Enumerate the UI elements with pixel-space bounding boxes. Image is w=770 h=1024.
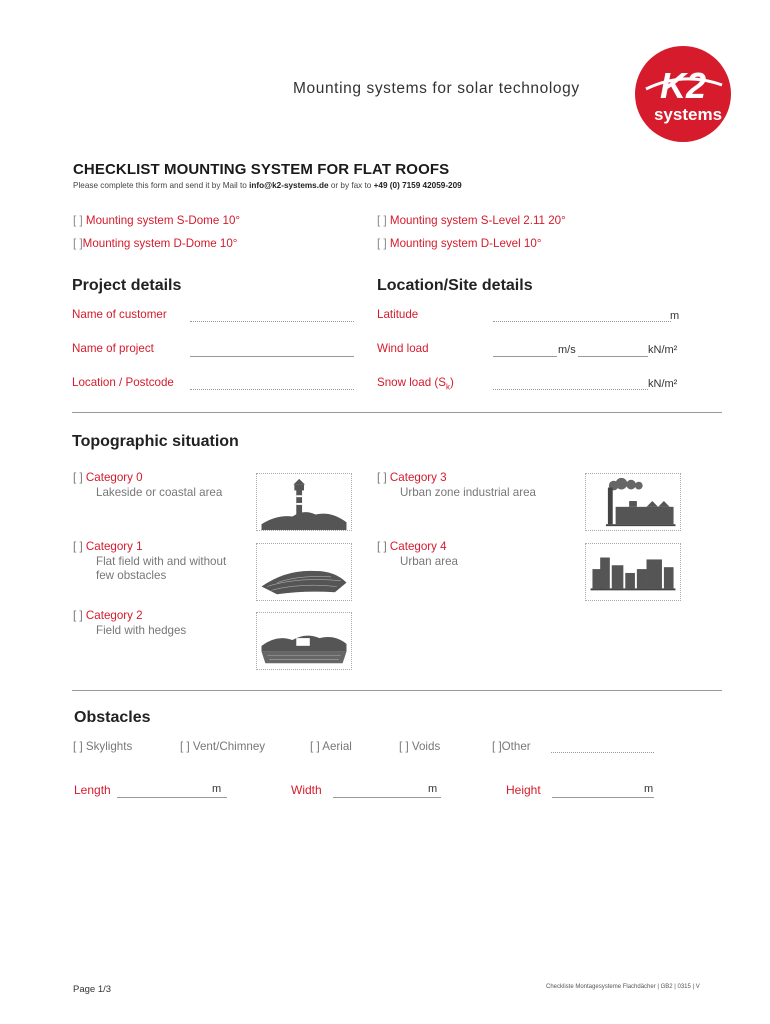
category-1[interactable]: [ ] Category 1 Flat field with and without few obstacles xyxy=(73,540,227,582)
option-s-level[interactable]: [ ] Mounting system S-Level 2.11 20° xyxy=(377,214,566,227)
other-field[interactable] xyxy=(551,752,654,753)
factory-icon xyxy=(585,473,681,531)
project-field[interactable] xyxy=(190,356,354,357)
obstacle-other[interactable]: [ ]Other xyxy=(492,740,531,753)
form-title: CHECKLIST MOUNTING SYSTEM FOR FLAT ROOFS xyxy=(73,161,450,178)
length-unit: m xyxy=(212,783,222,795)
project-details-heading: Project details xyxy=(72,277,182,294)
width-field[interactable] xyxy=(333,797,441,798)
page-number: Page 1/3 xyxy=(73,984,112,995)
obstacle-aerial[interactable]: [ ] Aerial xyxy=(310,740,352,753)
location-label: Location / Postcode xyxy=(72,376,174,389)
category-2[interactable]: [ ] Category 2 Field with hedges xyxy=(73,609,187,637)
city-icon xyxy=(585,543,681,601)
width-unit: m xyxy=(428,783,438,795)
obstacle-skylights[interactable]: [ ] Skylights xyxy=(73,740,133,753)
wind-field-ms[interactable] xyxy=(493,356,557,357)
lighthouse-icon xyxy=(256,473,352,531)
customer-label: Name of customer xyxy=(72,308,167,321)
topographic-heading: Topographic situation xyxy=(72,433,239,450)
snow-label: Snow load $(S_k)$ xyxy=(377,376,454,392)
option-d-dome[interactable]: [ ]Mounting system D-Dome 10° xyxy=(73,237,238,250)
email-link[interactable]: info@k2-systems.de xyxy=(249,181,329,190)
logo-text-top: K2 xyxy=(659,65,707,106)
customer-field[interactable] xyxy=(190,321,354,322)
fax-number: +49 (0) 7159 42059-209 xyxy=(373,181,462,190)
option-d-level[interactable]: [ ] Mounting system D-Level 10° xyxy=(377,237,542,250)
divider xyxy=(72,690,722,691)
obstacle-voids[interactable]: [ ] Voids xyxy=(399,740,441,753)
hedge-field-icon xyxy=(256,612,352,670)
category-4[interactable]: [ ] Category 4 Urban area xyxy=(377,540,459,568)
height-field[interactable] xyxy=(552,797,654,798)
latitude-unit: m xyxy=(670,310,680,322)
site-details-heading: Location/Site details xyxy=(377,277,533,294)
length-field[interactable] xyxy=(117,797,227,798)
category-3[interactable]: [ ] Category 3 Urban zone industrial area xyxy=(377,471,536,499)
wind-field-kn[interactable] xyxy=(578,356,648,357)
width-label: Width xyxy=(291,783,322,797)
option-s-dome[interactable]: [ ] Mounting system S-Dome 10° xyxy=(73,214,241,227)
wind-label: Wind load xyxy=(377,342,429,355)
obstacle-vent-chimney[interactable]: [ ] Vent/Chimney xyxy=(180,740,266,753)
snow-field[interactable] xyxy=(493,389,648,390)
field-icon xyxy=(256,543,352,601)
location-field[interactable] xyxy=(190,389,354,390)
logo-text-bottom: systems xyxy=(653,105,723,124)
obstacles-heading: Obstacles xyxy=(74,709,151,726)
wind-unit-kn: kN/m² xyxy=(648,344,678,356)
project-label: Name of project xyxy=(72,342,154,355)
doc-reference: Checkliste Montagesysteme Flachdächer | GB2 | 0315 | V xyxy=(546,984,700,990)
latitude-field[interactable] xyxy=(493,321,671,322)
form-instructions: Please complete this form and send it by Mail to info@k2-systems.de or by fax to +49 (0) 7159 42059-209 xyxy=(73,181,462,190)
wind-unit-ms: m/s xyxy=(558,344,576,356)
height-unit: m xyxy=(644,783,654,795)
length-label: Length xyxy=(74,783,111,797)
tagline: Mounting systems for solar technology xyxy=(293,80,580,97)
category-0[interactable]: [ ] Category 0 Lakeside or coastal area xyxy=(73,471,223,499)
latitude-label: Latitude xyxy=(377,308,419,321)
height-label: Height xyxy=(506,783,541,797)
divider xyxy=(72,412,722,413)
snow-unit: kN/m² xyxy=(648,378,678,390)
k2-logo xyxy=(634,45,732,143)
